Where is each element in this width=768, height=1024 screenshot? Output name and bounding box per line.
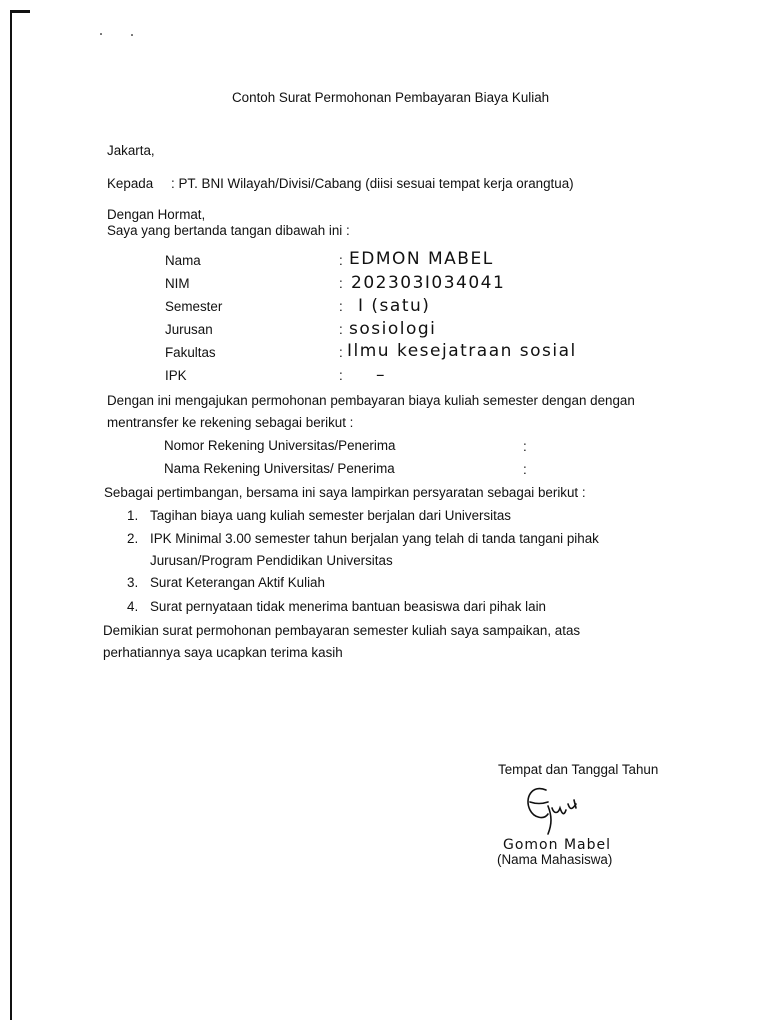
field-value-fakultas: Ilmu kesejatraan sosial [347, 341, 577, 361]
list-item: Surat Keterangan Aktif Kuliah [150, 575, 325, 590]
field-colon: : [339, 299, 343, 314]
signature-scribble [518, 784, 588, 840]
paragraph-line: mentransfer ke rekening sebagai berikut : [107, 415, 354, 430]
field-colon: : [339, 322, 343, 337]
field-label-semester: Semester [165, 299, 223, 314]
closing-line: Demikian surat permohonan pembayaran semester kuliah saya sampaikan, atas [103, 623, 581, 638]
list-item: Tagihan biaya uang kuliah semester berjalan dari Universitas [150, 508, 512, 523]
scan-speck [131, 34, 133, 36]
field-colon: : [339, 368, 343, 383]
field-label-nim: NIM [165, 276, 190, 291]
bank-colon: : [523, 439, 527, 454]
list-item-continuation: Jurusan/Program Pendidikan Universitas [150, 553, 393, 568]
list-item: IPK Minimal 3.00 semester tahun berjalan yang telah di tanda tangani pihak [150, 531, 599, 546]
field-label-ipk: IPK [165, 368, 187, 383]
letter-title: Contoh Surat Permohonan Pembayaran Biaya Kuliah [232, 90, 550, 105]
scan-speck [100, 33, 102, 35]
list-number: 1. [127, 508, 139, 523]
field-value-semester: I (satu) [358, 296, 431, 316]
field-label-jurusan: Jurusan [165, 322, 213, 337]
greeting: Dengan Hormat, [107, 207, 206, 222]
bank-account-name-label: Nama Rekening Universitas/ Penerima [164, 461, 395, 476]
intro-line: Saya yang bertanda tangan dibawah ini : [107, 223, 350, 238]
field-colon: : [339, 276, 343, 291]
list-number: 3. [127, 575, 139, 590]
field-value-ipk: – [376, 365, 386, 385]
field-colon: : [339, 345, 343, 360]
list-number: 4. [127, 599, 139, 614]
list-item: Surat pernyataan tidak menerima bantuan beasiswa dari pihak lain [150, 599, 547, 614]
paragraph-line: Dengan ini mengajukan permohonan pembayaran biaya kuliah semester dengan dengan [107, 393, 635, 408]
kepada-value: : PT. BNI Wilayah/Divisi/Cabang (diisi sesuai tempat kerja orangtua) [171, 176, 574, 191]
bank-account-number-label: Nomor Rekening Universitas/Penerima [164, 438, 396, 453]
list-number: 2. [127, 531, 139, 546]
field-value-nama: EDMON MABEL [349, 249, 494, 269]
scan-top-mark [10, 10, 30, 13]
field-label-fakultas: Fakultas [165, 345, 216, 360]
kepada-label: Kepada [107, 176, 154, 191]
field-value-jurusan: sosiologi [349, 319, 437, 339]
field-value-nim: 202303I034041 [351, 273, 506, 293]
place-date: Tempat dan Tanggal Tahun [498, 762, 659, 777]
attachments-intro: Sebagai pertimbangan, bersama ini saya lampirkan persyaratan sebagai berikut : [104, 485, 586, 500]
signer-label: (Nama Mahasiswa) [497, 852, 613, 867]
closing-line: perhatiannya saya ucapkan terima kasih [103, 645, 343, 660]
signature-name: Gomon Mabel [503, 837, 611, 853]
letter-place: Jakarta, [107, 143, 155, 158]
bank-colon: : [523, 462, 527, 477]
field-label-nama: Nama [165, 253, 201, 268]
scan-left-edge [10, 10, 12, 1020]
field-colon: : [339, 253, 343, 268]
